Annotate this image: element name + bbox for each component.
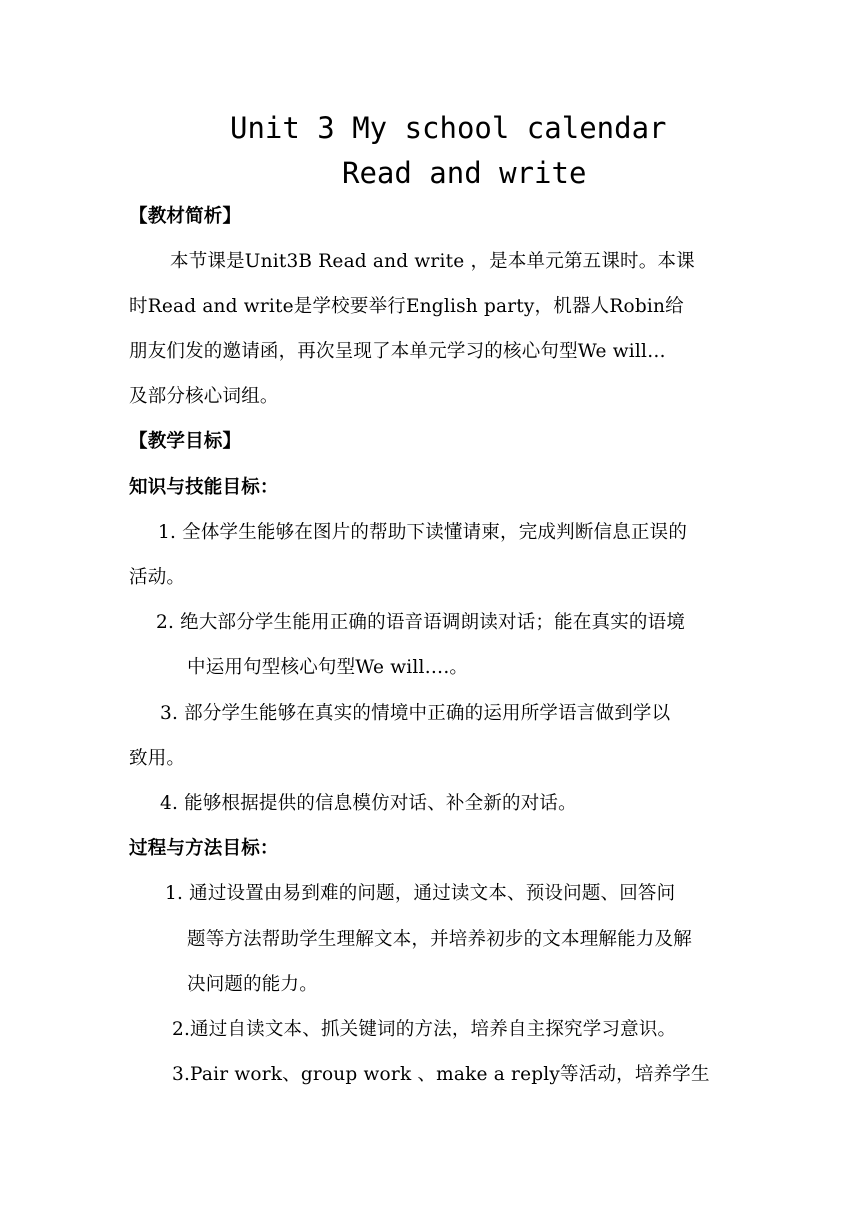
analysis-heading: 【教材简析】	[129, 206, 242, 227]
knowledge-heading: 知识与技能目标：	[129, 477, 279, 498]
unit-title: Unit 3 My school calendar	[230, 111, 667, 145]
knowledge-item-1-cont: 活动。	[129, 567, 186, 588]
knowledge-item-1: 1. 全体学生能够在图片的帮助下读懂请柬，完成判断信息正误的	[158, 522, 688, 543]
knowledge-item-4: 4. 能够根据提供的信息模仿对话、补全新的对话。	[160, 793, 577, 814]
lesson-subtitle: Read and write	[342, 156, 587, 190]
process-item-1-cont: 题等方法帮助学生理解文本，并培养初步的文本理解能力及解	[187, 929, 692, 950]
analysis-line-2: 时Read and write是学校要举行English party，机器人Robin给	[129, 296, 684, 317]
process-item-3: 3.Pair work、group work 、make a reply等活动，培养学生	[172, 1064, 710, 1085]
knowledge-item-2: 2. 绝大部分学生能用正确的语音语调朗读对话；能在真实的语境	[156, 612, 686, 633]
knowledge-item-3-cont: 致用。	[129, 748, 186, 769]
process-item-1-cont2: 决问题的能力。	[187, 974, 318, 995]
objectives-heading: 【教学目标】	[129, 431, 242, 452]
analysis-line-1: 本节课是Unit3B Read and write ，是本单元第五课时。本课	[170, 251, 695, 272]
process-item-1: 1. 通过设置由易到难的问题，通过读文本、预设问题、回答问	[165, 883, 676, 904]
knowledge-item-2-cont: 中运用句型核心句型We will….。	[187, 657, 469, 678]
analysis-line-3: 朋友们发的邀请函，再次呈现了本单元学习的核心句型We will…	[129, 341, 666, 362]
process-heading: 过程与方法目标：	[129, 838, 279, 859]
knowledge-item-3: 3. 部分学生能够在真实的情境中正确的运用所学语言做到学以	[160, 703, 671, 724]
analysis-line-4: 及部分核心词组。	[129, 386, 279, 407]
process-item-2: 2.通过自读文本、抓关键词的方法，培养自主探究学习意识。	[172, 1019, 677, 1040]
